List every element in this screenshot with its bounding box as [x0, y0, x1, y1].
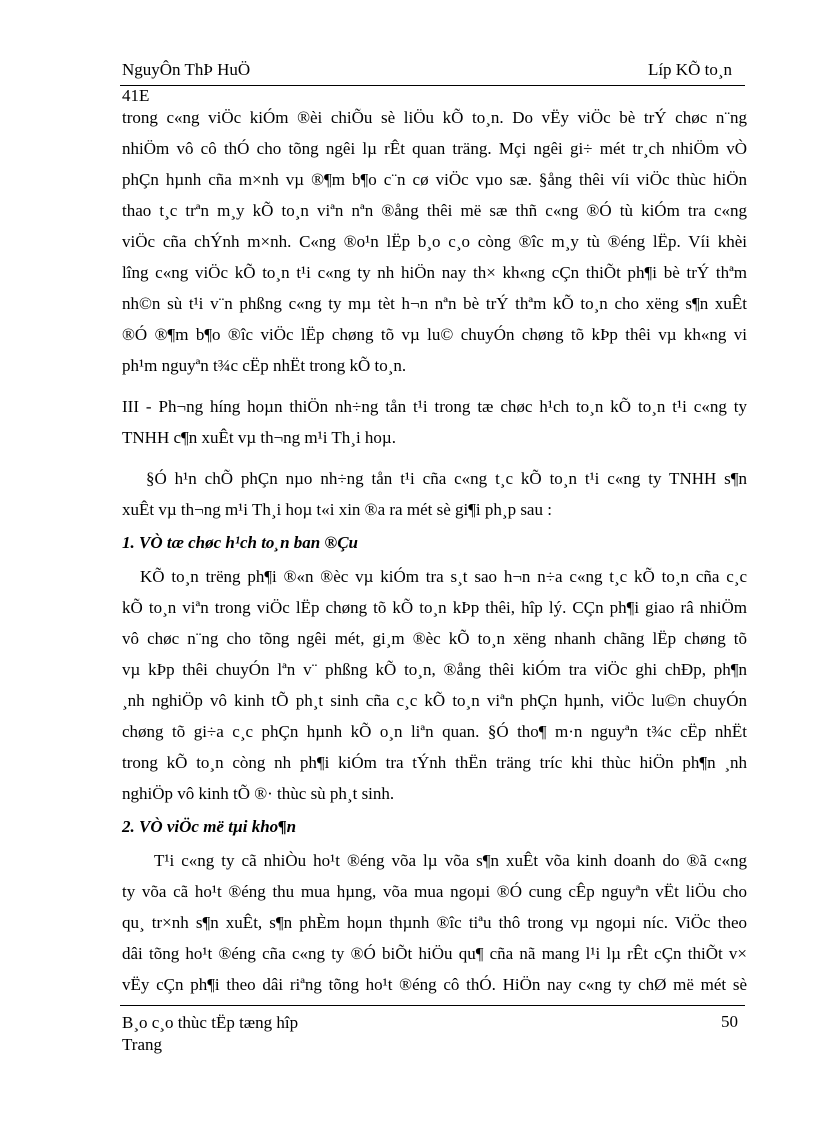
heading-1: 1. VÒ tæ chøc h¹ch to¸n ban ®Çu [122, 533, 358, 552]
para2-line: qu¸ tr×nh s¶n xuÊt, s¶n phÈm hoµn thµnh ®îc tiªu thô trong vµ ngoµi níc. ViÖc theo [122, 913, 747, 932]
para2-line: dâi tõng ho¹t ®éng cña c«ng ty ®Ó biÕt hiÖu qu¶ cña nã mang l¹i lµ rÊt cÇn thiÕt v× [122, 944, 747, 963]
body-line: ®Ó ®¶m b¶o ®îc viÖc lËp chøng tõ vµ lu© chuyÓn chøng tõ kÞp thêi vµ kh«ng vi [122, 325, 747, 344]
heading-2: 2. VÒ viÖc më tµi kho¶n [122, 817, 297, 836]
body-line: thao t¸c trªn m¸y kÕ to¸n viªn nªn ®ång thêi më sæ thñ c«ng ®Ó tù kiÓm tra c«ng [122, 201, 747, 220]
para1-line: chøng tõ gi÷a c¸c phÇn hµnh kÕ o¸n liªn quan. §Ó tho¶ m·n nguyªn t¾c cËp nhËt [122, 722, 747, 741]
body-line: trong c«ng viÖc kiÓm ®èi chiÕu sè liÖu kÕ to¸n. Do vËy viÖc bè trÝ chøc n¨ng [122, 108, 747, 127]
header-class: Líp KÕ to¸n [647, 60, 732, 79]
para1-line: ¸nh nghiÖp vô kinh tÕ ph¸t sinh cña c¸c kÕ to¸n viªn phÇn hµnh, viÖc lu©n chuyÓn [122, 691, 747, 710]
footer-sub: Trang [122, 1035, 162, 1054]
para1-line: KÕ to¸n trëng ph¶i ®«n ®èc vµ kiÓm tra s¸t sao h¬n n÷a c«ng t¸c kÕ to¸n cña c¸c [140, 567, 747, 586]
footer-title-block [122, 1012, 298, 1056]
header-divider [120, 85, 745, 86]
intro-line: §Ó h¹n chÕ phÇn nµo nh÷ng tån t¹i cña c«ng t¸c kÕ to¸n t¹i c«ng ty TNHH s¶n [146, 469, 747, 488]
footer-title: B¸o c¸o thùc tËp tæng hîp [122, 1013, 299, 1032]
intro-line: xuÊt vµ th¬ng m¹i Th¸i hoµ t«i xin ®a ra mét sè gi¶i ph¸p sau : [122, 500, 552, 519]
body-line: ph¹m nguyªn t¾c cËp nhËt trong kÕ to¸n. [122, 356, 407, 375]
body-line: nh©n sù t¹i v¨n phßng c«ng ty mµ tèt h¬n nªn bè trÝ thªm kÕ to¸n cho xëng s¶n xuÊt [122, 294, 747, 313]
section-title-line: TNHH c¶n xuÊt vµ th¬ng m¹i Th¸i hoµ. [122, 428, 396, 447]
para1-line: vô chøc n¨ng cho tõng ngêi mét, gi¸m ®èc kÕ to¸n xëng nhanh chãng lËp chøng tõ [122, 629, 747, 648]
body-line: viÖc cña chÝnh m×nh. C«ng ®o¹n lËp b¸o c¸o còng ®îc m¸y tù ®éng lËp. Víi khèi [122, 232, 747, 251]
para2-line: ty võa cã ho¹t ®éng thu mua hµng, võa mua ngoµi ®Ó cung cÊp nguyªn vËt liÖu cho [122, 882, 747, 901]
para1-line: vµ kÞp thêi chuyÓn lªn v¨ phßng kÕ to¸n, ®ång thêi kiÓm tra viÖc ghi chÐp, ph¶n [122, 660, 747, 679]
body-line: nhiÖm vô cô thÓ cho tõng ngêi lµ rÊt quan träng. Mçi ngêi gi÷ mét tr¸ch nhiÖm vÒ [122, 139, 747, 158]
page-number: 50 [721, 1012, 738, 1031]
page-body [122, 102, 747, 1000]
body-line: lîng c«ng viÖc kÕ to¸n t¹i c«ng ty nh hiÖn nay th× kh«ng cÇn thiÕt ph¶i bè trÝ thªm [122, 263, 747, 282]
para1-line: nghiÖp vô kinh tÕ ®· thùc sù ph¸t sinh. [122, 784, 395, 803]
footer-divider [120, 1005, 745, 1006]
header-code: 41E [122, 86, 150, 105]
para1-line: kÕ to¸n viªn trong viÖc lËp chøng tõ kÕ to¸n kÞp thêi, hîp lý. CÇn ph¶i giao râ nhiÖm [122, 598, 747, 617]
para1-line: trong kÕ to¸n còng nh ph¶i kiÓm tra tÝnh thËn träng tríc khi thùc hiÖn ph¶n ¸nh [122, 753, 747, 772]
body-line: phÇn hµnh cña m×nh vµ ®¶m b¶o c¨n cø viÖc vµo sæ. §ång thêi víi viÖc thùc hiÖn [122, 170, 747, 189]
para2-line: vËy cÇn ph¶i theo dâi riªng tõng ho¹t ®éng cô thÓ. HiÖn nay c«ng ty chØ më mét sè [122, 975, 747, 994]
para2-line: T¹i c«ng ty cã nhiÒu ho¹t ®éng võa lµ võa s¶n xuÊt võa kinh doanh do ®ã c«ng [154, 851, 747, 870]
section-title-line: III - Ph¬ng híng hoµn thiÖn nh÷ng tån t¹i trong tæ chøc h¹ch to¸n kÕ to¸n t¹i c«ng ty [122, 397, 747, 416]
header-author: NguyÔn ThÞ HuÖ [122, 60, 251, 79]
